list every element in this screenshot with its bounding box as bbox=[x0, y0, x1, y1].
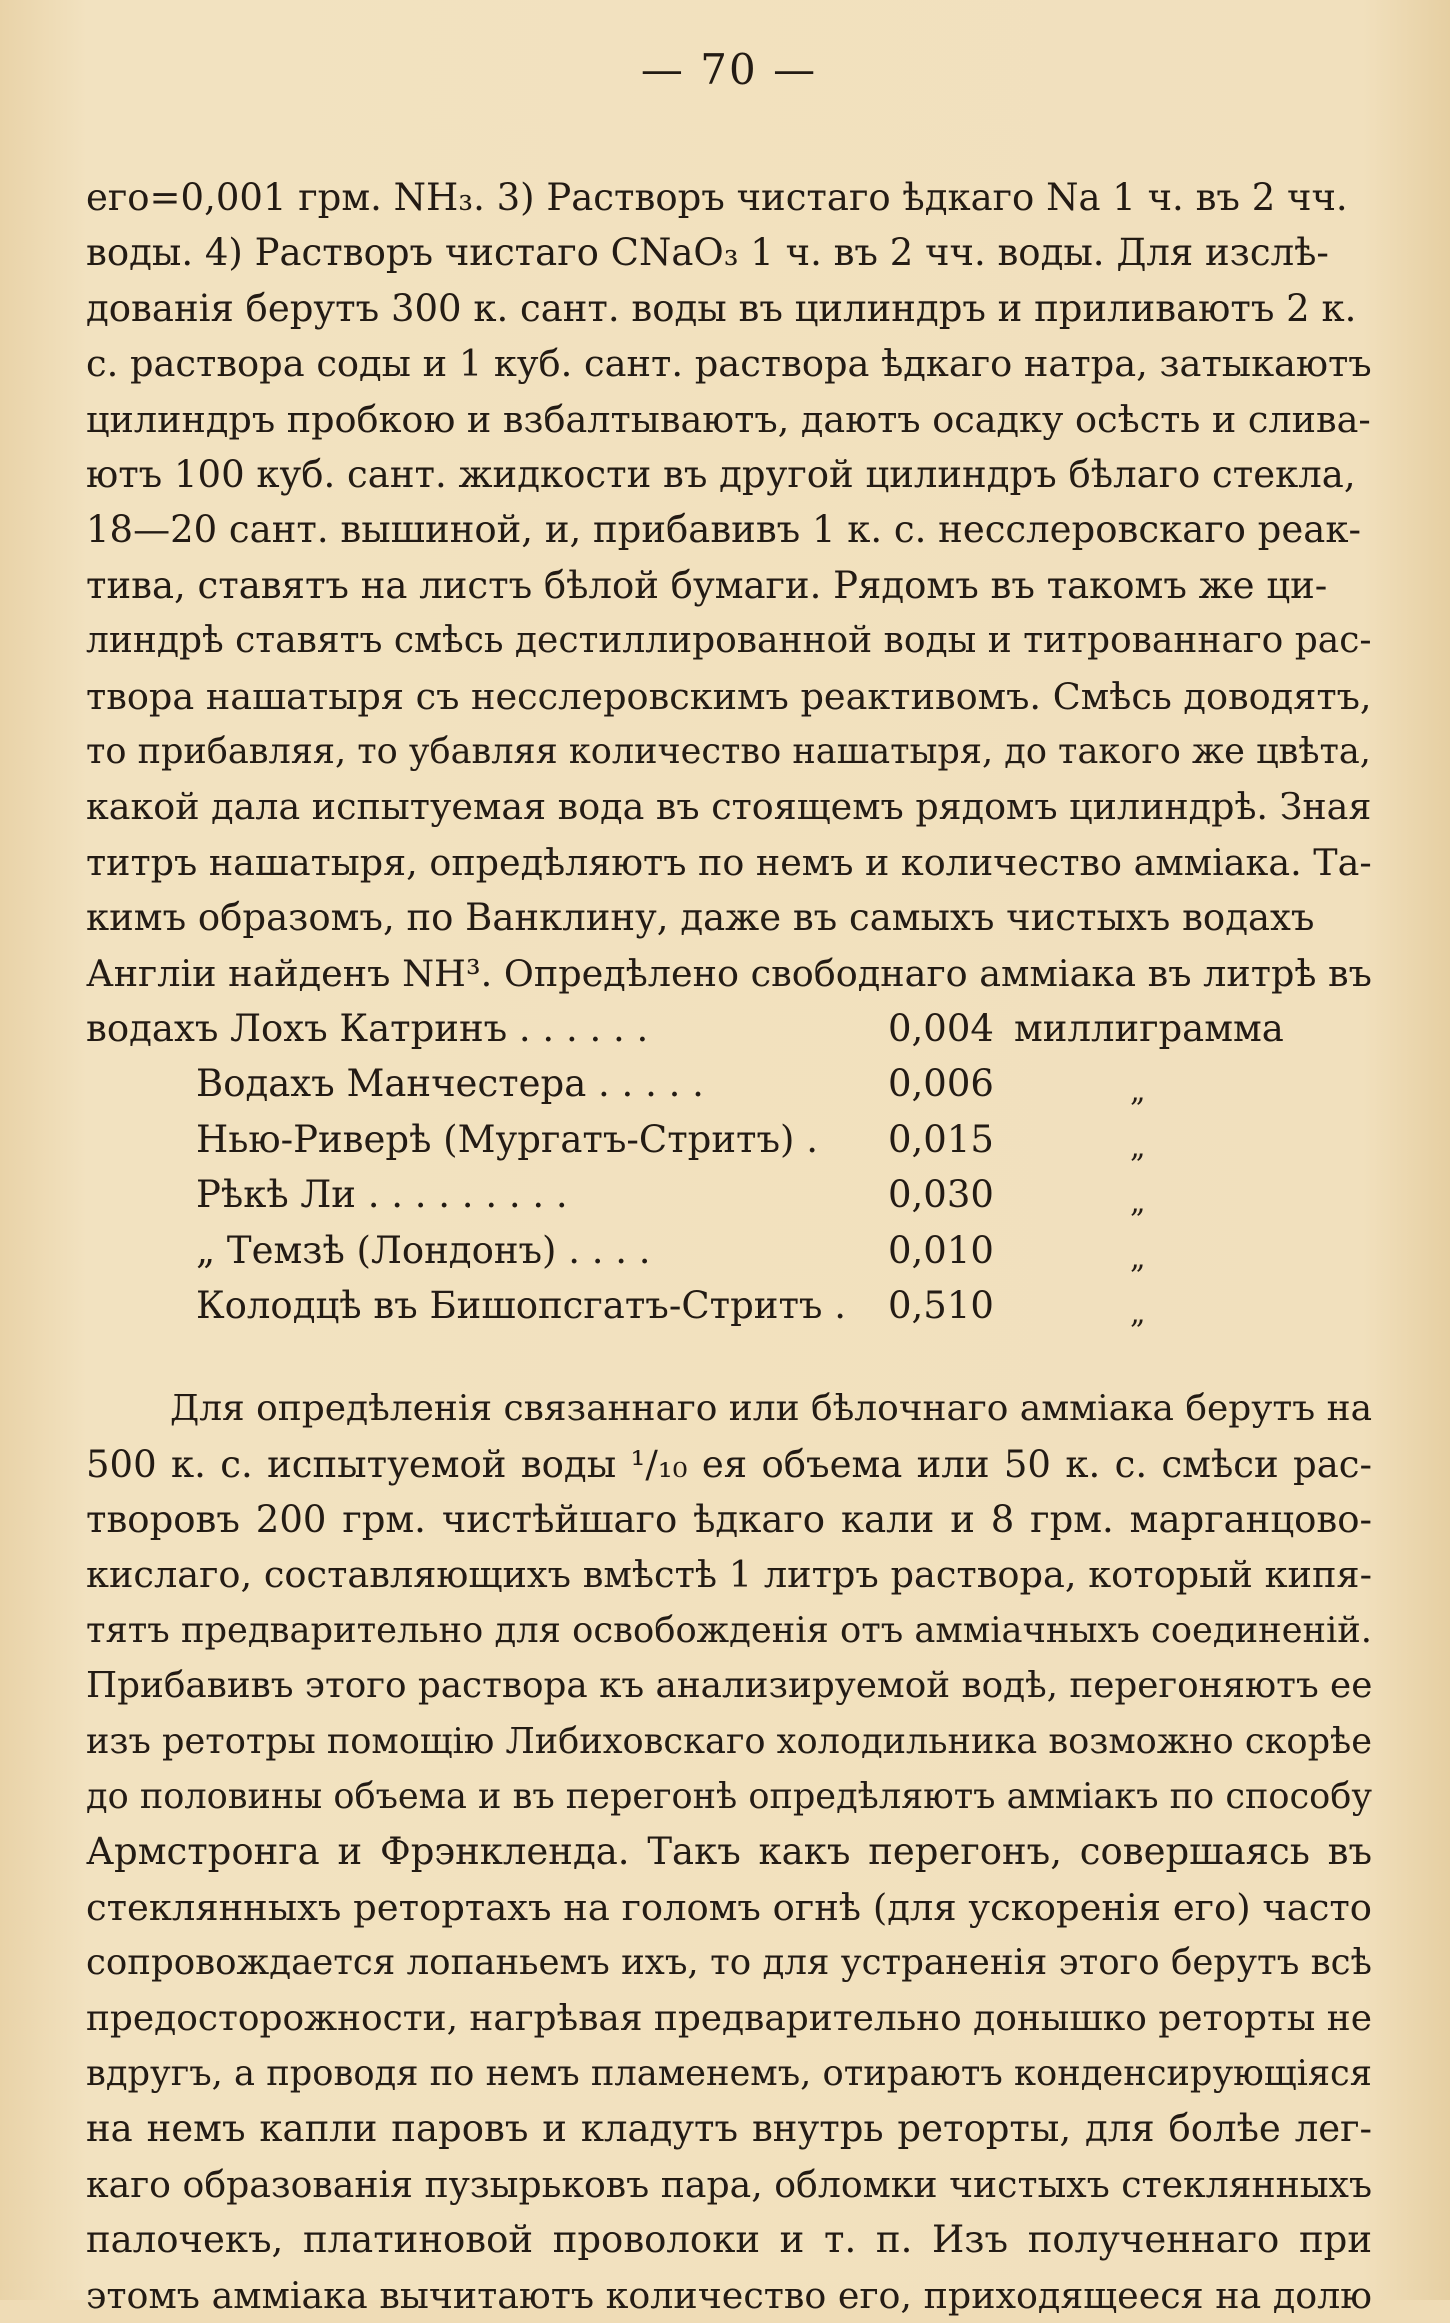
text-line: предосторожности, нагрѣвая предварительно донышко реторты не bbox=[86, 1997, 1372, 2039]
table-row bbox=[86, 1112, 1372, 1167]
section-gap bbox=[86, 1333, 1372, 1381]
location-name: „ Темзѣ (Лондонъ) . . . . bbox=[196, 1228, 651, 1272]
table-row bbox=[86, 1167, 1372, 1222]
text-line: палочекъ, платиновой проволоки и т. п. Изъ полученнаго при bbox=[86, 2218, 1372, 2262]
ditto-mark: „ bbox=[1130, 1129, 1146, 1165]
text-line: линдрѣ ставятъ смѣсь дестиллированной воды и титрованнаго рас- bbox=[86, 620, 1372, 662]
ditto-mark: „ bbox=[1130, 1074, 1146, 1110]
table-row bbox=[86, 1223, 1372, 1278]
location-name: Колодцѣ въ Бишопсгатъ-Стритъ . bbox=[196, 1284, 846, 1328]
text-line: воды. 4) Растворъ чистаго CNaO₃ 1 ч. въ 2 чч. воды. Для изслѣ- bbox=[86, 231, 1329, 275]
ammonia-value: 0,510 bbox=[888, 1284, 994, 1328]
ammonia-table bbox=[86, 1001, 1372, 1333]
text-line: цилиндръ пробкою и взбалтываютъ, даютъ осадку осѣсть и слива- bbox=[86, 397, 1371, 441]
text-line: дованія берутъ 300 к. сант. воды въ цилиндръ и приливаютъ 2 к. bbox=[86, 286, 1357, 330]
table-row bbox=[86, 1056, 1372, 1111]
text-line: Англіи найденъ NH³. Опредѣлено свободнаго амміака въ литрѣ въ bbox=[86, 951, 1372, 995]
table-row bbox=[86, 1278, 1372, 1333]
text-line: твора нашатыря съ несслеровскимъ реактивомъ. Смѣсь доводятъ, bbox=[86, 674, 1372, 718]
location-name: Нью-Риверѣ (Мургатъ-Стритъ) . bbox=[196, 1117, 818, 1161]
location-name: Водахъ Манчестера . . . . . bbox=[196, 1062, 704, 1106]
text-line: ютъ 100 куб. сант. жидкости въ другой цилиндръ бѣлаго стекла, bbox=[86, 453, 1356, 497]
text-line: кимъ образомъ, по Ванклину, даже въ самыхъ чистыхъ водахъ bbox=[86, 896, 1315, 940]
text-line: этомъ амміака вычитаютъ количество его, приходящееся на долю bbox=[86, 2273, 1372, 2317]
ditto-mark: „ bbox=[1130, 1240, 1146, 1276]
text-line: до половины объема и въ перегонѣ опредѣляютъ амміакъ по способу bbox=[86, 1775, 1372, 1817]
text-line: с. раствора соды и 1 куб. сант. раствора ѣдкаго натра, затыкаютъ bbox=[86, 342, 1372, 386]
paragraph-1 bbox=[86, 170, 1372, 1001]
text-line: кислаго, составляющихъ вмѣстѣ 1 литръ раствора, который кипя- bbox=[86, 1553, 1372, 1597]
text-line: титръ нашатыря, опредѣляютъ по немъ и количество амміака. Та- bbox=[86, 840, 1372, 884]
text-line: творовъ 200 грм. чистѣйшаго ѣдкаго кали и 8 грм. марганцово- bbox=[86, 1497, 1372, 1541]
text-line: 500 к. с. испытуемой воды ¹/₁₀ ея объема или 50 к. с. смѣси рас- bbox=[86, 1442, 1372, 1486]
ditto-mark: „ bbox=[1130, 1185, 1146, 1221]
text-line: каго образованія пузырьковъ пара, обломки чистыхъ стеклянныхъ bbox=[86, 2162, 1372, 2206]
text-line: сопровождается лопаньемъ ихъ, то для устраненія этого берутъ всѣ bbox=[86, 1942, 1372, 1984]
ammonia-value: 0,006 bbox=[888, 1062, 994, 1106]
text-line: какой дала испытуемая вода въ стоящемъ рядомъ цилиндрѣ. Зная bbox=[86, 785, 1372, 829]
text-line: вдругъ, а проводя по немъ пламенемъ, отираютъ конденсирующіяся bbox=[86, 2052, 1372, 2094]
page-number: — 70 — bbox=[640, 45, 818, 94]
text-line: на немъ капли паровъ и кладутъ внутрь реторты, для болѣе лег- bbox=[86, 2107, 1372, 2151]
table-row bbox=[86, 1001, 1372, 1056]
text-line: Для опредѣленія связаннаго или бѣлочнаго амміака берутъ на bbox=[170, 1388, 1372, 1430]
text-line: то прибавляя, то убавляя количество нашатыря, до такого же цвѣта, bbox=[86, 731, 1371, 773]
ammonia-value: 0,030 bbox=[888, 1173, 994, 1217]
text-line: Прибавивъ этого раствора къ анализируемой водѣ, перегоняютъ ее bbox=[86, 1665, 1373, 1707]
paragraph-2 bbox=[86, 1381, 1372, 2323]
ammonia-value: 0,015 bbox=[888, 1117, 994, 1161]
ammonia-value: 0,010 bbox=[888, 1228, 994, 1272]
unit-label: миллиграмма bbox=[1014, 1007, 1284, 1051]
text-line: тятъ предварительно для освобожденія отъ амміачныхъ соединеній. bbox=[86, 1609, 1372, 1651]
text-line: изъ ретотры помощію Либиховскаго холодильника возможно скорѣе bbox=[86, 1720, 1372, 1762]
ditto-mark: „ bbox=[1130, 1296, 1146, 1332]
text-line: 18—20 сант. вышиной, и, прибавивъ 1 к. с. несслеровскаго реак- bbox=[86, 508, 1361, 552]
text-line: тива, ставятъ на листъ бѣлой бумаги. Рядомъ въ такомъ же ци- bbox=[86, 563, 1328, 607]
text-line: его=0,001 грм. NH₃. 3) Растворъ чистаго ѣдкаго Na 1 ч. въ 2 чч. bbox=[86, 176, 1348, 219]
text-line: стеклянныхъ ретортахъ на голомъ огнѣ (для ускоренія его) часто bbox=[86, 1885, 1372, 1929]
text-line: Армстронга и Фрэнкленда. Такъ какъ перегонъ, совершаясь въ bbox=[86, 1830, 1372, 1874]
ammonia-value: 0,004 bbox=[888, 1007, 994, 1051]
location-name: Рѣкѣ Ли . . . . . . . . . bbox=[196, 1173, 568, 1217]
location-name: водахъ Лохъ Катринъ . . . . . . bbox=[86, 1007, 649, 1051]
